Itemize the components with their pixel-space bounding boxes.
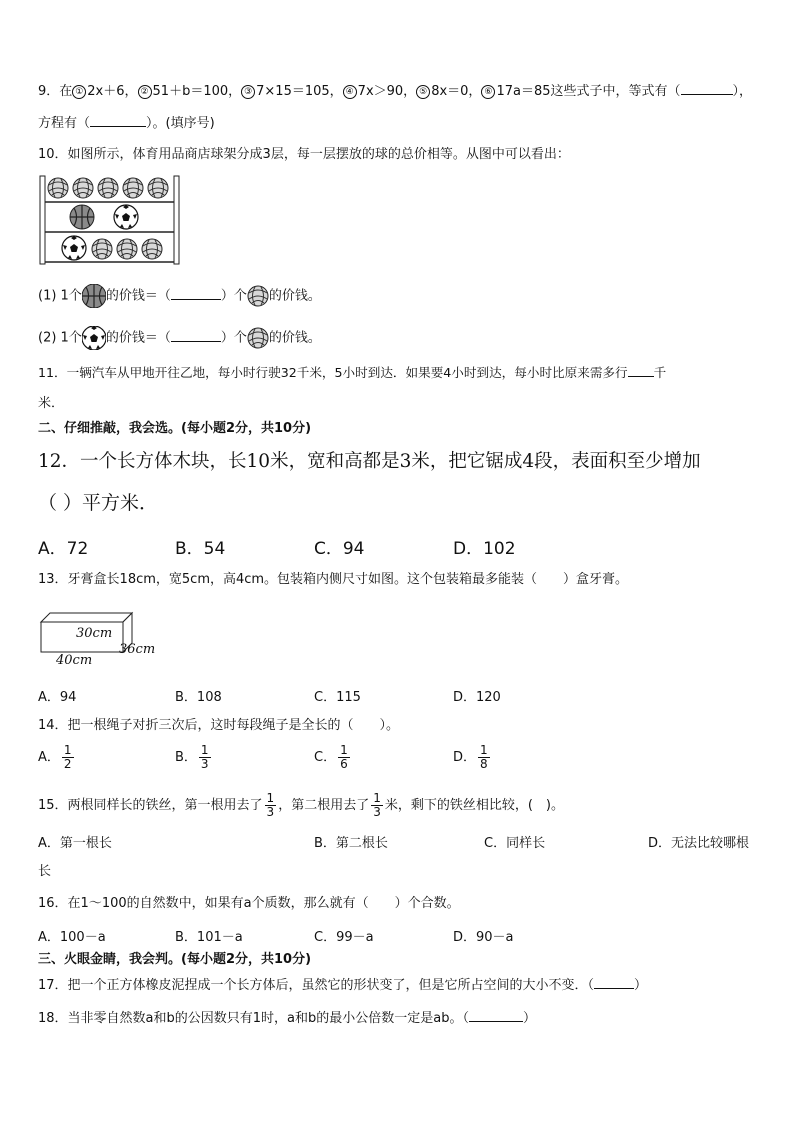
q12-option-d[interactable]: D．102 [453, 539, 516, 559]
question-16-text: 16．在1～100的自然数中，如果有a个质数，那么就有（ ）个合数。 [38, 896, 460, 911]
numerator: 1 [340, 743, 348, 757]
box-width-label: 36cm [119, 642, 156, 657]
denominator: 2 [63, 757, 72, 771]
section-2-heading: 二、仔细推敲，我会选。(每小题2分，共10分) [38, 421, 312, 436]
q15-option-c[interactable]: C．同样长 [484, 836, 546, 851]
q15-part-c: 米，剩下的铁丝相比较，( )。 [384, 798, 564, 813]
q10-p2-c: ）个 [220, 330, 247, 346]
circle-number-4: ④ [343, 85, 357, 99]
option-label: B． [175, 750, 197, 765]
q18-text: 18．当非零自然数a和b的公因数只有1时，a和b的最小公倍数一定是ab。（ [38, 1011, 469, 1026]
circle-number-2: ② [138, 85, 152, 99]
q13-option-b[interactable]: B．108 [175, 690, 222, 705]
circle-number-3: ③ [241, 85, 255, 99]
q9-intro: 9．在 [38, 84, 73, 99]
q11-unit: 千 [653, 365, 667, 380]
q15-option-a[interactable]: A．第一根长 [38, 836, 112, 851]
fraction [478, 744, 490, 771]
q17-text: 17．把一个正方体橡皮泥捏成一个长方体后，虽然它的形状变了，但是它所占空间的大小不变．（ [38, 978, 595, 993]
question-15-text [38, 792, 564, 819]
q14-option-c[interactable] [314, 744, 352, 771]
answer-blank[interactable] [681, 82, 733, 95]
q9-expr5: 8x＝0， [431, 84, 482, 99]
q9-line2-start: 方程有（ [38, 116, 91, 131]
question-17-text [38, 976, 647, 995]
q13-option-d[interactable]: D．120 [453, 690, 501, 705]
volleyball-icon [117, 239, 137, 259]
volleyball-icon [98, 178, 118, 198]
q16-option-b[interactable]: B．101－a [175, 930, 243, 945]
q10-p1-d: 的价钱。 [268, 288, 321, 304]
q10-p1-c: ）个 [220, 288, 247, 304]
q10-p2-a: (2) 1个 [38, 330, 82, 346]
soccer-ball-icon [62, 236, 86, 260]
q10-p2-d: 的价钱。 [268, 330, 321, 346]
box-height-label: 30cm [76, 626, 113, 641]
numerator: 1 [480, 743, 488, 757]
question-18-text [38, 1009, 536, 1028]
q9-expr3: 7×15＝105， [256, 84, 343, 99]
q14-option-d[interactable] [453, 744, 492, 771]
question-10-part2 [38, 326, 321, 350]
numerator: 1 [373, 791, 381, 805]
answer-blank[interactable] [469, 1009, 523, 1022]
question-11-line2: 米． [38, 396, 65, 411]
q11-text: 11．一辆汽车从甲地开往乙地，每小时行驶32千米，5小时到达．如果要4小时到达，每小时比原来需多行 [38, 365, 628, 380]
top-row-volleyballs [48, 178, 168, 198]
q9-line2-end: ）。(填序号) [146, 116, 215, 131]
q17-tail: ） [634, 978, 648, 993]
soccer-ball-icon [114, 205, 138, 229]
q12-option-a[interactable]: A．72 [38, 539, 89, 559]
q10-p1-b: 的价钱＝（ [105, 288, 171, 304]
q18-tail: ） [522, 1011, 536, 1026]
soccer-ball-icon [82, 326, 106, 350]
q15-part-a: 15．两根同样长的铁丝，第一根用去了 [38, 798, 263, 813]
q9-expr4: 7x＞90， [357, 84, 417, 99]
question-10-text: 10．如图所示，体育用品商店球架分成3层，每一层摆放的球的总价相等。从图中可以看出： [38, 147, 570, 162]
q15-option-d-wrap: 长 [38, 864, 52, 879]
question-10-part1 [38, 284, 321, 308]
q9-expr2: 51＋b＝100， [152, 84, 242, 99]
volleyball-icon [123, 178, 143, 198]
bottom-row [62, 236, 162, 260]
q15-option-d[interactable]: D．无法比较哪根 [648, 836, 750, 851]
denominator: 3 [373, 805, 381, 819]
volleyball-icon [247, 327, 269, 349]
box-length-label: 40cm [56, 653, 93, 668]
denominator: 3 [200, 757, 209, 771]
volleyball-icon [92, 239, 112, 259]
basketball-icon [82, 284, 106, 308]
question-11-line1 [38, 364, 666, 382]
volleyball-icon [247, 285, 269, 307]
q14-option-b[interactable] [175, 744, 213, 771]
volleyball-icon [73, 178, 93, 198]
circle-number-6: ⑥ [481, 85, 495, 99]
numerator: 1 [63, 743, 72, 757]
section-3-heading: 三、火眼金睛，我会判。(每小题2分，共10分) [38, 952, 312, 967]
q9-expr6: 17a＝85这些式子中，等式有（ [496, 84, 681, 99]
q13-option-c[interactable]: C．115 [314, 690, 361, 705]
basketball-icon [70, 205, 94, 229]
q16-option-d[interactable]: D．90－a [453, 930, 514, 945]
fraction [62, 744, 74, 771]
fraction [338, 744, 350, 771]
q13-option-a[interactable]: A．94 [38, 690, 77, 705]
question-12-line1: 12．一个长方体木块，长10米，宽和高都是3米，把它锯成4段，表面积至少增加 [38, 451, 701, 472]
denominator: 6 [340, 757, 348, 771]
fraction [199, 744, 211, 771]
q12-option-b[interactable]: B．54 [175, 539, 226, 559]
answer-blank[interactable] [628, 364, 654, 377]
numerator: 1 [200, 743, 209, 757]
ball-shelf-figure [38, 172, 184, 268]
question-13-text: 13．牙膏盒长18cm，宽5cm，高4cm。包装箱内侧尺寸如图。这个包装箱最多能装（ ）盒牙膏。 [38, 572, 629, 587]
q10-p2-b: 的价钱＝（ [105, 330, 171, 346]
answer-blank[interactable] [171, 329, 221, 342]
q16-option-c[interactable]: C．99－a [314, 930, 374, 945]
answer-blank[interactable] [594, 976, 634, 989]
q12-option-c[interactable]: C．94 [314, 539, 365, 559]
circle-number-5: ⑤ [416, 85, 430, 99]
question-14-text: 14．把一根绳子对折三次后，这时每段绳子是全长的（ ）。 [38, 718, 400, 733]
q9-expr1: 2x＋6， [87, 84, 138, 99]
question-9-line1 [38, 82, 752, 101]
q15-option-b[interactable]: B．第二根长 [314, 836, 388, 851]
numerator: 1 [266, 791, 275, 805]
question-12-line2: （ ）平方米． [38, 492, 159, 514]
circle-number-1: ① [72, 85, 86, 99]
option-label: C． [314, 750, 337, 765]
option-label: A． [38, 750, 60, 765]
answer-blank[interactable] [90, 114, 146, 127]
q10-p1-a: (1) 1个 [38, 288, 82, 304]
denominator: 8 [480, 757, 488, 771]
volleyball-icon [148, 178, 168, 198]
answer-blank[interactable] [171, 287, 221, 300]
middle-row [70, 205, 138, 229]
q16-option-a[interactable]: A．100－a [38, 930, 106, 945]
volleyball-icon [142, 239, 162, 259]
q9-tail: ）， [732, 84, 753, 99]
q15-part-b: ，第二根用去了 [278, 798, 370, 813]
option-label: D． [453, 750, 477, 765]
q14-option-a[interactable] [38, 744, 76, 771]
fraction [371, 792, 383, 819]
question-9-line2 [38, 114, 215, 133]
volleyball-icon [48, 178, 68, 198]
denominator: 3 [266, 805, 275, 819]
fraction [265, 792, 277, 819]
